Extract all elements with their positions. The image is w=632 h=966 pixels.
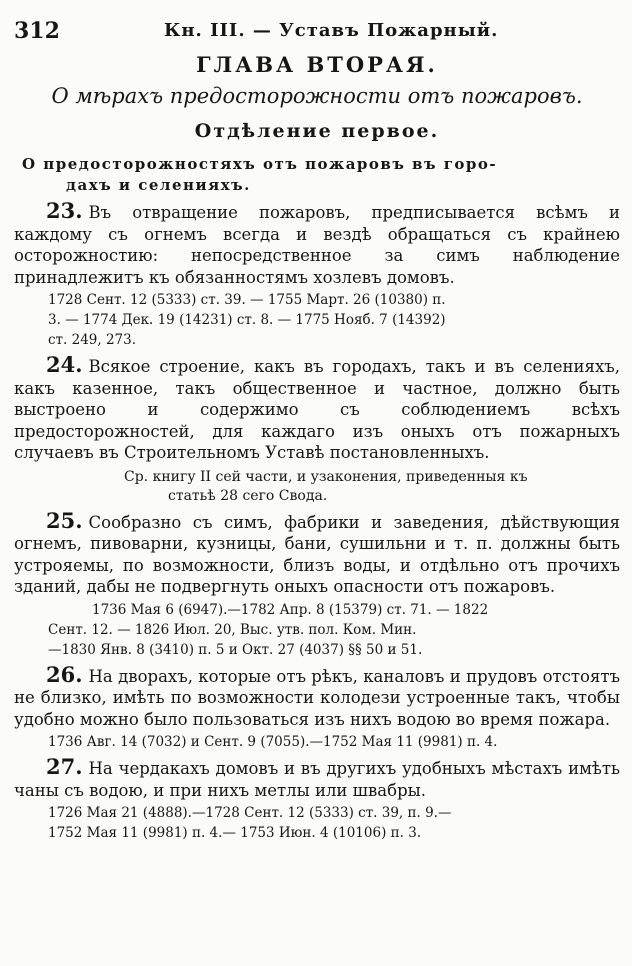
reference-line: —1830 Янв. 8 (3410) п. 5 и Окт. 27 (4037) §§ 50 и 51. xyxy=(48,641,423,658)
running-head: Кн. III. — Уставъ Пожарный. xyxy=(164,20,499,41)
article-25 xyxy=(14,507,620,598)
reference-line: 1736 Мая 6 (6947).—1782 Апр. 8 (15379) ст. 71. — 1822 xyxy=(92,601,489,618)
subsection-line-1: О предосторожностяхъ отъ пожаровъ въ горо- xyxy=(22,155,498,173)
reference-line: 1726 Мая 21 (4888).—1728 Сент. 12 (5333) ст. 39, п. 9.— xyxy=(48,805,452,821)
article-text: На чердакахъ домовъ и въ другихъ удобныхъ мѣстахъ имѣть чаны съ водою, и при нихъ метлы или швабры. xyxy=(14,759,620,800)
reference-line: ст. 249, 273. xyxy=(48,332,137,348)
article-25-references xyxy=(14,600,620,660)
reference-line: 3. — 1774 Дек. 19 (14231) ст. 8. — 1775 Нояб. 7 (14392) xyxy=(48,312,446,328)
article-text: Сообразно съ симъ, фабрики и заведения, дѣйствующия огнемъ, пивоварни, кузницы, бани, сушильни и т. п. должны быть устрояемы, по возможности, близъ воды, и отдѣльно отъ прочихъ зданий, дабы не подвергнуть оныхъ опасности отъ пожаровъ. xyxy=(14,512,620,596)
article-27-references xyxy=(14,803,620,843)
reference-line: Сент. 12. — 1826 Июл. 20, Выс. утв. пол. Ком. Мин. xyxy=(48,621,417,638)
article-number: 25. xyxy=(46,507,83,533)
cross-reference-line: Ср. книгу II сей части, и узаконения, приведенныя къ xyxy=(124,468,528,485)
chapter-title: О мѣрахъ предосторожности отъ пожаровъ. xyxy=(51,84,583,108)
article-text: На дворахъ, которые отъ рѣкъ, каналовъ и прудовъ отстоятъ не близко, имѣть по возможности колодези устроенные такъ, чтобы удобно можно было пользоваться изъ нихъ водою во время пожара. xyxy=(14,666,620,729)
page-number: 312 xyxy=(14,18,60,44)
article-number: 27. xyxy=(46,754,83,779)
reference-line: 1728 Сент. 12 (5333) ст. 39. — 1755 Март. 26 (10380) п. xyxy=(48,292,446,308)
article-23 xyxy=(14,200,620,288)
cross-reference-line: статьѣ 28 сего Свода. xyxy=(168,487,328,504)
article-text: Въ отвращение пожаровъ, предписывается всѣмъ и каждому съ огнемъ всегда и вездѣ обращаться съ крайнею осторожностию: непосредственное за симъ наблюдение принадлежитъ къ обязанностямъ хозлевъ домовъ. xyxy=(14,203,620,287)
article-24-cross-reference xyxy=(14,468,620,506)
article-24 xyxy=(14,354,620,464)
article-number: 26. xyxy=(46,661,83,687)
subsection-heading xyxy=(22,154,612,196)
article-number: 23. xyxy=(46,198,83,223)
page-header xyxy=(14,14,620,48)
reference-line: 1736 Авг. 14 (7032) и Сент. 9 (7055).—1752 Мая 11 (9981) п. 4. xyxy=(48,734,498,750)
article-number: 24. xyxy=(46,352,83,377)
article-27 xyxy=(14,756,620,801)
section-heading: Отдѣление первое. xyxy=(194,120,440,142)
article-23-references xyxy=(14,290,620,350)
subsection-line-2: дахъ и селенияхъ. xyxy=(66,176,251,194)
article-text: Всякое строение, какъ въ городахъ, такъ и въ селенияхъ, какъ казенное, такъ общественное и частное, должно быть выстроено и содержимо съ соблюдениемъ всѣхъ предосторожностей, для каждаго изъ оныхъ отъ пожарныхъ случаевъ въ Строительномъ Уставѣ постановленныхъ. xyxy=(14,357,620,462)
chapter-heading: ГЛАВА ВТОРАЯ. xyxy=(196,52,438,77)
article-26 xyxy=(14,661,620,731)
reference-line: 1752 Мая 11 (9981) п. 4.— 1753 Июн. 4 (10106) п. 3. xyxy=(48,825,422,841)
article-26-references xyxy=(14,732,620,752)
